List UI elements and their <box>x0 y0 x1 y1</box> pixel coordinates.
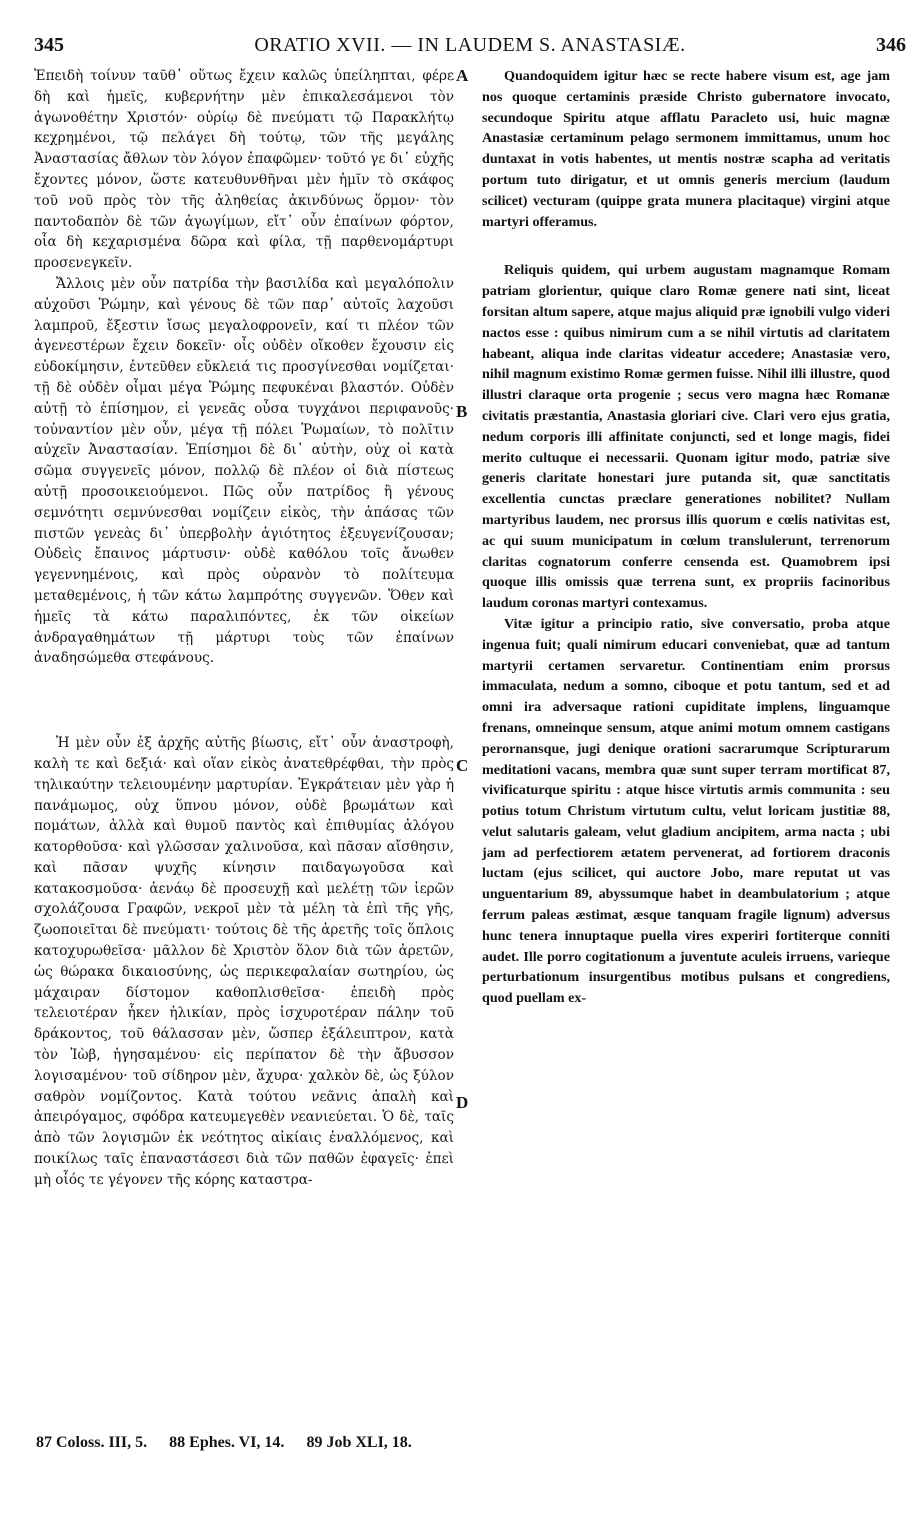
section-marker-a: A <box>456 66 469 85</box>
section-marker-c: C <box>456 756 469 775</box>
section-marker-d: D <box>456 1093 469 1112</box>
latin-paragraph-2: Reliquis quidem, qui urbem augustam magnamque Romam patriam glorientur, quique claro Romæ genere nati sint, liceat forsitan altum sapere, atque majus aliquid præ ignobili vulgo videri nactos esse : quibus nimirum cum a se nihil virtutis ad claritatem habeant, aliqua inde claritas videatur accedere; Anastasiæ vero, nihil magnum existimo Romæ germen fuisse. Nihil illi illustre, quod illustri claraque orta progenie ; secus vero magna hæc Romanæ civitatis præstantia, Anastasia gloriari cive. Clari vero ejus gratia, nedum corporis illi affinitate conjuncti, sed et longe magis, fidei merito cultuque ei necessarii. Quonam igitur modo, patriæ sive generis claritate honestari jure putanda sit, quæ sanctitatis excellentia cunctas præclare generationes nobilitet? Nullam martyribus laudem, nec prorsus illis quorum e cœlis nativitas est, ac qui suum municipatum in cœlum translulerunt, terrenorum claritas cognatorum conferre censenda est. Quamobrem ipsi quoque illis omissis quæ terrena sunt, ex propriis facinoribus laudum coronas martyri contexamus. <box>482 262 890 612</box>
greek-column <box>34 66 454 1191</box>
greek-paragraph-3: Ἡ μὲν οὖν ἐξ ἀρχῆς αὐτῆς βίωσις, εἴτ᾽ οὖν ἀναστροφὴ, καλὴ τε καὶ δεξιά· καὶ οἵαν εἰκὸς ἀνατεθρέφθαι, τὴν πρὸς τηλικαύτην τελειουμένην μαρτυρίαν. Ἐγκράτειαν μὲν γὰρ ἡ πανάμωμος, οὐχ ὕπνου μόνον, οὐδὲ βρωμάτων καὶ πομάτων, ἀλλὰ καὶ θυμοῦ παντὸς καὶ ἐπιθυμίας ἀλόγου κατορθοῦσα· καὶ γλῶσσαν χαλινοῦσα, καὶ πᾶσαν αἴσθησιν, καὶ πᾶσαν ψυχῆς κίνησιν παιδαγωγοῦσα καὶ κατακοσμοῦσα· ἀενάῳ δὲ προσευχῇ καὶ μελέτῃ τῶν ἱερῶν σχολάζουσα Γραφῶν, νεκροῖ μὲν τὰ μέλη τὰ ἐπὶ τῆς γῆς, ζωοποιεῖται δὲ πνεύματι· τούτοις δὲ τῆς ἀρετῆς τοῖς ὅπλοις κατοχυρωθεῖσα· μᾶλλον δὲ Χριστὸν ὅλον διὰ τῶν ἀρετῶν, ὡς θώρακα δικαιοσύνης, ὡς περικεφαλαίαν σωτηρίου, ὡς μάχαιραν δίστομον καθοπλισθεῖσα· ἐπειδὴ πρὸς τελειοτέραν ἧκεν ἡλικίαν, πρὸς ἰσχυροτέραν πάλην τοῦ δράκοντος, τοῦ θάλασσαν μὲν, ὥσπερ ἐξάλειπτρον, κατὰ τὸν Ἰὼβ, ἡγησαμένου· εἰς περίπατον δὲ τὴν ἄβυσσον λογισαμένου· τοῦ σίδηρον μὲν, ἄχυρα· χαλκὸν δὲ, ὡς ξύλον σαθρὸν νομίζοντος. Κατὰ τούτου νεᾶνις ἁπαλὴ καὶ ἀπειρόγαμος, σφόδρα κατευμεγεθὲν νεανιεύεται. Ὁ δὲ, ταῖς ἀπὸ τῶν λογισμῶν ἐκ νεότητος αἰκίαις ἐναλλόμενος, καὶ ποικίλως ταῖς ἐπαναστάσεσι διὰ τῶν παθῶν ἐφαγεῖς· ἐπεὶ μὴ οἷός τε γέγονεν τῆς κόρης καταστρα- <box>34 735 454 1188</box>
footnote-89: 89 Job XLI, 18. <box>306 1434 412 1451</box>
footnote-88: 88 Ephes. VI, 14. <box>169 1434 285 1451</box>
footnotes <box>36 1434 476 1452</box>
running-title: ORATIO XVII. — IN LAUDEM S. ANASTASIÆ. <box>254 34 686 56</box>
latin-paragraph-3: Vitæ igitur a principio ratio, sive conversatio, proba atque ingenua fuit; quali nimirum educari conveniebat, quæ ad tantum martyrii certamen servaretur. Continentiam enim prorsus immaculata, nedum a somno, ciboque et potu tantum, sed et ad omni ira adversaque rationi cupiditate implens, linguamque frenans, omneinque sensum, atque animi motum omnem castigans perornansque, jugi denique orationi sacrarumque Scripturarum meditationi vacans, membra quæ sunt super terram mortificat 87, vivificaturque spiritu : atque hisce virtutis armis communita : seu potius totum Christum virtutum cultu, velut loricam justitiæ 88, velut salutaris galeam, velut gladium ancipitem, arma nacta ; ubi jam ad perfectiorem ætatem pervenerat, ad fortiorem draconis luctam (ejus scilicet, qui auctore Jobo, mare reputat ut vas unguentarium 89, abyssumque habet in deambulatorium ; atque ferrum paleas æstimat, æsque tanquam fragile lignum) adversus hunc tenera innuptaque puella vires experiri fortiterque conniti audet. Ille porro cogitationum a juventute aculeis irruens, varieque perturbationum insurgentibus motibus pulsans et congrediens, quod puellam ex- <box>482 615 890 1007</box>
latin-paragraph-1: Quandoquidem igitur hæc se recte habere visum est, age jam nos quoque certaminis præside Christo gubernatore invocato, secundoque Spiritu atque afflatu Paracleto usi, huic magnæ Anastasiæ certaminum pelago sermonem immittamus, unum hoc duntaxat in votis habentes, ut mentis nostræ scapha ad veritatis portum tuto dirigatur, et ut omnis generis mercium (laudum scilicet) vecturam (quippe grata munera placitaque) virgini atque martyri offeramus. <box>482 68 890 230</box>
footnote-87: 87 Coloss. III, 5. <box>36 1434 148 1451</box>
running-header <box>34 34 906 60</box>
page-number-right: 346 <box>876 34 906 56</box>
page-number-left: 345 <box>34 34 64 56</box>
greek-paragraph-1: Ἐπειδὴ τοίνυν ταῦθ᾽ οὕτως ἔχειν καλῶς ὑπείληπται, φέρε δὴ καὶ ἡμεῖς, κυβερνήτην μὲν ἐπικαλεσάμενοι τὸν ἀγωνοθέτην Χριστόν· οὐρίῳ δὲ πνεύματι τῷ Παρακλήτῳ κεχρημένοι, τῷ πελάγει δὴ τούτῳ, τῶν τῆς μεγάλης Ἀναστασίας ἄθλων τὸν λόγον ἐπαφῶμεν· τοῦτό γε δι᾽ εὐχῆς ἔχοντες μόνον, ὥστε κατευθυνθῆναι μὲν ἡμῖν τὸ σκάφος τοῦ νοῦ πρὸς τὸν τῆς ἀληθείας ἀκινδύνως ὅρμον· τὸν παντοδαπὸν δὲ τῶν ἀγωγίμων, εἴτ᾽ οὖν ἐπαίνων φόρτον, οἷα δὴ κεχαρισμένα δῶρα καὶ φίλα, τῇ παρθενομάρτυρι προσενεγκεῖν. <box>34 68 454 272</box>
section-marker-b: B <box>456 402 468 421</box>
latin-column <box>482 66 890 1009</box>
greek-paragraph-2: Ἄλλοις μὲν οὖν πατρίδα τὴν βασιλίδα καὶ μεγαλόπολιν αὐχοῦσι Ῥώμην, καὶ γένους δὲ τῶν παρ᾽ αὐτοῖς λαχοῦσι λαμπροῦ, ἔξεστιν ἴσως μεγαλοφρονεῖν, καί τι πλέον τῶν ἀγενεστέρων ἔχειν δοκεῖν· οἷς οὐδὲν οἴκοθεν ἔχουσιν εἰς εὐδοκίμησιν, ἐντεῦθεν εὔκλειά τις προσγίνεσθαι νομίζεται· τῇ δὲ οὐδὲν οἶμαι μέγα Ῥώμης πεφυκέναι βλαστόν. Οὐδὲν αὐτῇ τὸ ἐπίσημον, εἰ γενεᾶς οὖσα τυγχάνοι περιφανοῦς· τοὐναντίον μὲν οὖν, μέγα τῇ πόλει Ῥωμαίων, τὸ πολῖτιν αὐχεῖν Ἀναστασίαν. Ἐπίσημοι δὲ δι᾽ αὐτὴν, οὐχ οἱ κατὰ σῶμα συγγενεῖς μόνον, πολλῷ δὲ πλέον οἱ διὰ πίστεως αὐτῇ προσοικειούμενοι. Πῶς οὖν πατρίδος ἢ γένους σεμνότητι σεμνύνεσθαι νομίζειν εἰκὸς, τὴν ἁπάσας τῶν πιστῶν γενεὰς δι᾽ ὑπερβολὴν ἁγιότητος ἐξευγενίζουσαν; Οὐδεὶς ἔπαινος μάρτυσιν· οὐδὲ καθόλου τοῖς ἄνωθεν γεγεννημένοις, καὶ πρὸς οὐρανὸν τὸ πολίτευμα μεταθεμένοις, ἡ τῶν κάτω λαμπρότης συγγενῶν. Ὅθεν καὶ ἡμεῖς τὰ κάτω παραλιπόντες, ἐκ τῶν οἰκείων ἀνδραγαθημάτων τῇ μάρτυρι τοὺς τῶν ἐπαίνων ἀναδησώμεθα στεφάνους. <box>34 275 454 667</box>
